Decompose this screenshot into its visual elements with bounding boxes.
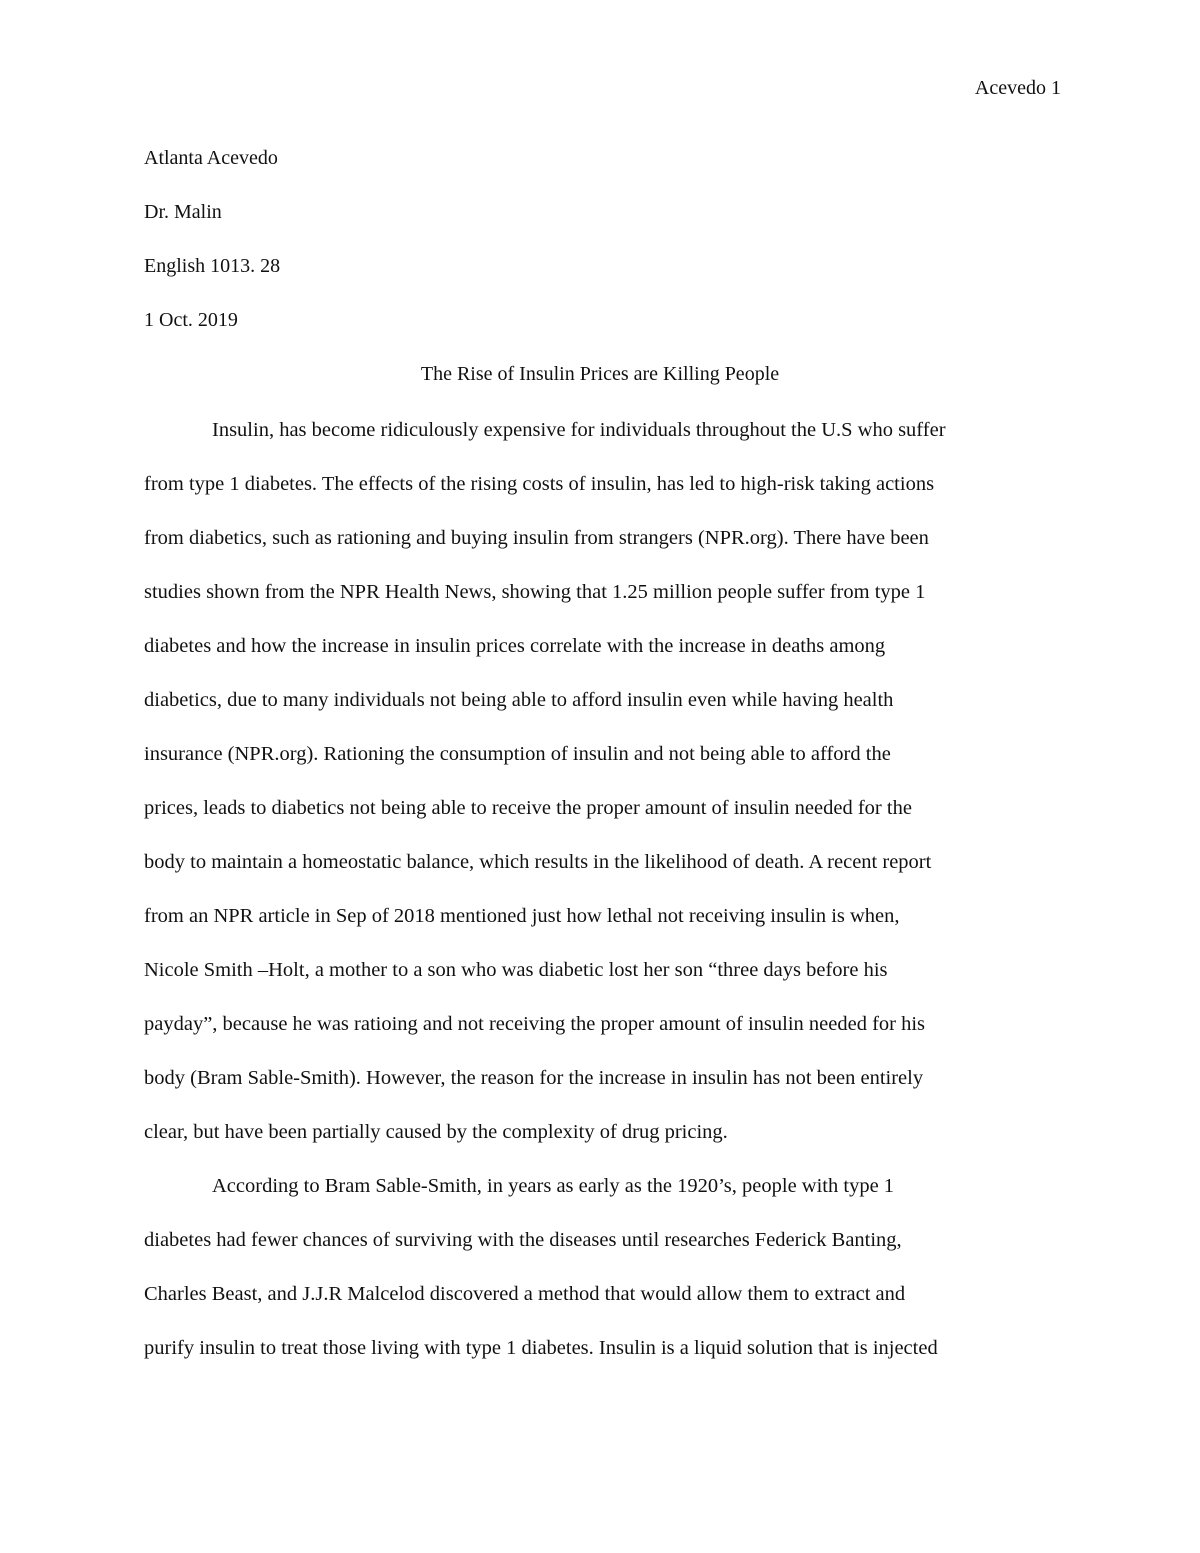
mla-heading xyxy=(144,146,1056,362)
body-line: clear, but have been partially caused by the complexity of drug pricing. xyxy=(144,1121,728,1143)
body-line: prices, leads to diabetics not being able to receive the proper amount of insulin needed for the xyxy=(144,797,912,819)
body-line: from an NPR article in Sep of 2018 mentioned just how lethal not receiving insulin is when, xyxy=(144,905,900,927)
body-line: Charles Beast, and J.J.R Malcelod discovered a method that would allow them to extract and xyxy=(144,1283,906,1305)
body-line: from type 1 diabetes. The effects of the rising costs of insulin, has led to high-risk taking actions xyxy=(144,473,935,495)
body-line: from diabetics, such as rationing and buying insulin from strangers (NPR.org). There have been xyxy=(144,527,929,549)
running-head: Acevedo 1 xyxy=(974,77,1061,99)
instructor-name: Dr. Malin xyxy=(144,201,222,223)
body-line: diabetics, due to many individuals not being able to afford insulin even while having health xyxy=(144,689,894,711)
body-line: diabetes and how the increase in insulin prices correlate with the increase in deaths among xyxy=(144,635,886,657)
body-line: studies shown from the NPR Health News, showing that 1.25 million people suffer from type 1 xyxy=(144,581,926,603)
essay-date: 1 Oct. 2019 xyxy=(144,309,238,331)
essay-title: The Rise of Insulin Prices are Killing People xyxy=(420,363,780,385)
body-line: body to maintain a homeostatic balance, which results in the likelihood of death. A recent report xyxy=(144,851,932,873)
body-line: diabetes had fewer chances of surviving with the diseases until researches Federick Banting, xyxy=(144,1229,902,1251)
author-name: Atlanta Acevedo xyxy=(144,147,278,169)
body-line: Insulin, has become ridiculously expensive for individuals throughout the U.S who suffer xyxy=(212,419,946,441)
body-line: purify insulin to treat those living with type 1 diabetes. Insulin is a liquid solution that is injected xyxy=(144,1337,938,1359)
course-name: English 1013. 28 xyxy=(144,255,281,277)
essay-body xyxy=(144,413,1056,1385)
body-line: Nicole Smith –Holt, a mother to a son who was diabetic lost her son “three days before his xyxy=(144,959,888,981)
body-line: According to Bram Sable-Smith, in years as early as the 1920’s, people with type 1 xyxy=(212,1175,895,1197)
body-line: payday”, because he was ratioing and not receiving the proper amount of insulin needed for his xyxy=(144,1013,926,1035)
body-line: body (Bram Sable-Smith). However, the reason for the increase in insulin has not been entirely xyxy=(144,1067,924,1089)
body-line: insurance (NPR.org). Rationing the consumption of insulin and not being able to afford the xyxy=(144,743,891,765)
